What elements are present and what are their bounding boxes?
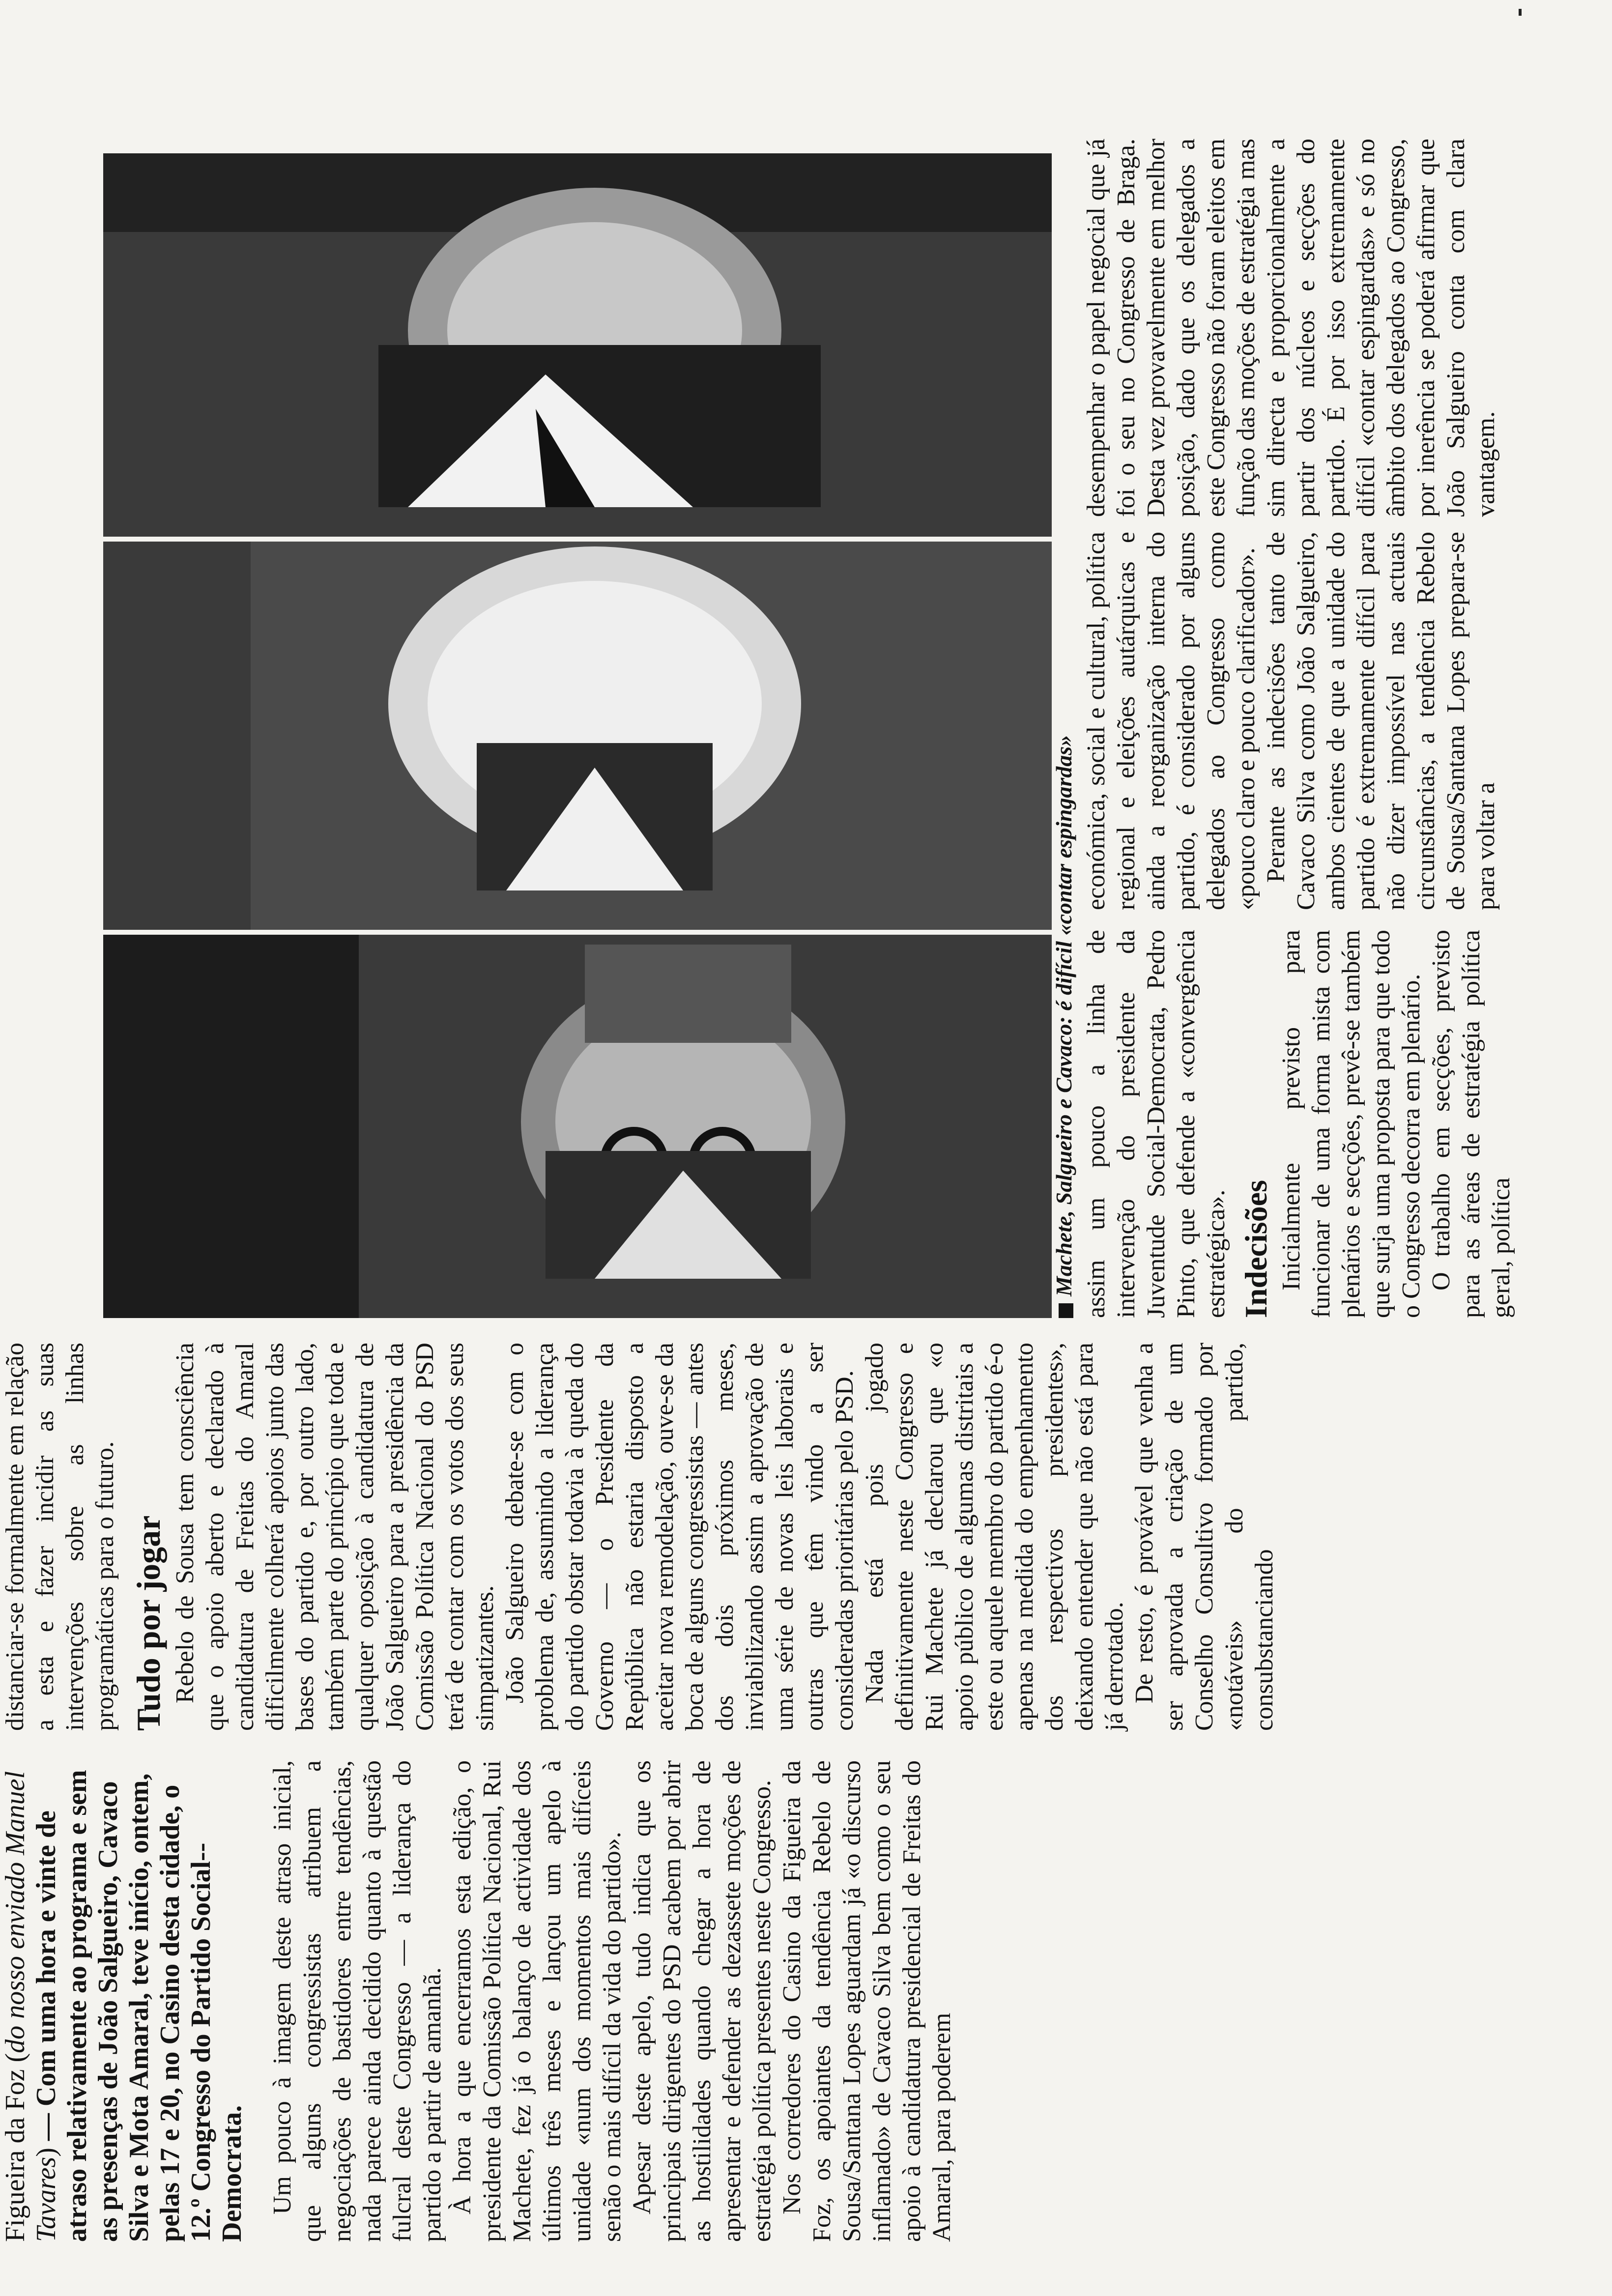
paragraph: Nada está pois jogado definitivamente neste Congresso e Rui Machete já declarou que «o apoio público de algumas distritais a este ou aquele membro do partido é-o apenas na medida do empenhamento dos respectivos presidentes», deixando entender que não está para já derrotado. <box>861 1343 1128 1731</box>
photo-caption <box>1049 296 1079 1318</box>
paragraph: Um pouco à imagem deste atraso inicial, que alguns congressistas atribuem a negociações de bastidores entre tendências, nada parece ainda decidido quanto à questão fulcral deste Congresso — a liderança do partido a partir de amanhã. <box>268 1760 446 2242</box>
column-1 <box>0 1760 957 2242</box>
subhead-indecisoes: Indecisões <box>1238 1180 1273 1318</box>
paragraph: Apesar deste apelo, tudo indica que os principais dirigentes do PSD acabem por abrir as hostilidades quando chegar a hora de apresentar e defender as dezassete moções de estratégia política presentes neste Congresso. <box>628 1760 776 2242</box>
paragraph: O trabalho em secções, previsto para as áreas de estratégia política geral, política <box>1427 930 1515 1318</box>
column-4 <box>1081 532 1501 910</box>
dateline: Figueira da Foz ( <box>0 2053 30 2242</box>
print-speck <box>1519 9 1522 16</box>
photo-machete <box>103 935 1052 1318</box>
paragraph: Inicialmente previsto para funcionar de uma forma mista com plenários e secções, prevê-se também que surja uma proposta para que todo o Congresso decorra em plenário. <box>1277 930 1425 1318</box>
lede-text: — Com uma hora e vinte de atraso relativamente ao programa e sem as presenças de João Salgueiro, Cavaco Silva e Mota Amaral, teve início, ontem, pelas 17 e 20, no Casino desta cidade, o 12.º Congresso do Partido Social--Democrata. <box>31 1770 247 2242</box>
paragraph: Nos corredores do Casino da Figueira da Foz, os apoiantes da tendência Rebelo de Sousa/Santana Lopes aguardam já «o discurso inflamado» de Cavaco Silva bem como o seu apoio à candidatura presidencial de Freitas do Amaral, para poderem <box>778 1760 956 2242</box>
column-3 <box>1081 930 1516 1318</box>
photo-salgueiro <box>103 542 1052 930</box>
column-5 <box>1081 139 1501 517</box>
column-2 <box>0 1343 1279 1731</box>
dateline-byline: do nosso enviado Manuel Tavares <box>0 1771 61 2242</box>
paragraph: À hora a que encerramos esta edição, o presidente da Comissão Política Nacional, Rui Machete, fez já o balanço de actividade dos últimos três meses e lançou um apelo à unidade «num dos momentos mais difíceis senão o mais difícil da vida do partido». <box>448 1760 626 2242</box>
dateline-lede <box>0 1760 248 2242</box>
paragraph: distanciar-se formalmente em relação a esta e fazer incidir as suas intervenções sobre as linhas programáticas para o futuro. <box>1 1343 119 1731</box>
subhead-tudo-por-jogar: Tudo por jogar <box>130 1515 167 1731</box>
paragraph: Rebelo de Sousa tem consciência que o apoio aberto e declarado à candidatura de Freitas do Amaral dificilmente colherá apoios junto das bases do partido e, por outro lado, também parte do princípio que toda e qualquer oposição à candidatura de João Salgueiro para a presidência da Comissão Política Nacional do PSD terá de contar com os votos dos seus simpatizantes. <box>171 1343 499 1731</box>
paragraph: João Salgueiro debate-se com o problema de, assumindo a liderança do partido obstar todavia à queda do Governo — o Presidente da República não estaria disposto a aceitar nova remodelação, ouve-se da boca de alguns congressistas — antes dos dois próximos meses, inviabilizando assim a aprovação de uma série de novas leis laborais e outras que têm vindo a ser consideradas prioritárias pelo PSD. <box>501 1343 859 1731</box>
caption-text: Machete, Salgueiro e Cavaco: é difícil «contar espingardas» <box>1051 735 1076 1296</box>
paragraph: De resto, é provável que venha a ser aprovada a criação de um Conselho Consultivo formado por «notáveis» do partido, consubstanciando <box>1130 1343 1278 1731</box>
paragraph: económica, social e cultural, política regional e eleições autárquicas e ainda a reorganização interna do partido, é considerado por alguns delegados ao Congresso como «pouco claro e pouco clarificador». <box>1082 532 1260 910</box>
bullet-square-icon <box>1059 1303 1073 1318</box>
photo-cavaco <box>103 153 1052 537</box>
paragraph: Perante as indecisões tanto de Cavaco Silva como João Salgueiro, ambos cientes de que a unidade do partido é extremamente difícil para não dizer impossível nas actuais circunstâncias, a tendência Rebelo de Sousa/Santana Lopes prepara-se para voltar a <box>1262 532 1500 910</box>
paragraph: desempenhar o papel negocial que já foi o seu no Congresso de Braga. Desta vez provavelmente em melhor posição, dado que os delegados a este Congresso não foram eleitos em função das moções de estratégia mas sim directa e proporcionalmente a partir dos núcleos e secções do partido. É por isso extremamente difícil «contar espingardas» e só no âmbito dos delegados ao Congresso, por inerência se poderá afirmar que João Salgueiro conta com clara vantagem. <box>1082 139 1500 517</box>
dateline-close: ) <box>31 2148 61 2157</box>
paragraph: assim um pouco a linha de intervenção do presidente da Juventude Social-Democrata, Pedro Pinto, que defende a «convergência estratégica». <box>1082 930 1230 1318</box>
